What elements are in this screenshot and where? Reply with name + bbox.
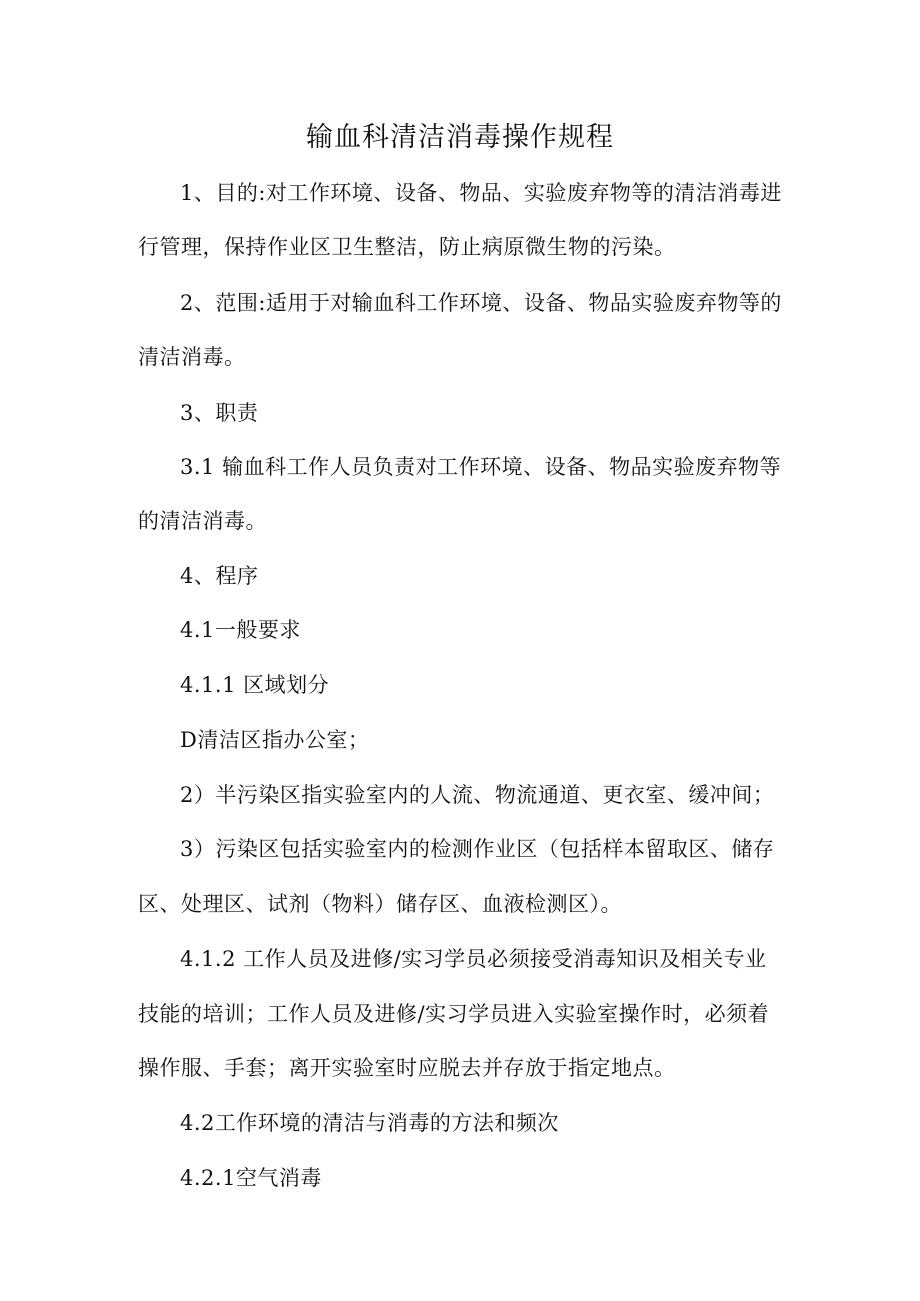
text-line: 3、职责 (180, 401, 259, 425)
text-line: 技能的培训；工作人员及进修/实习学员进入实验室操作时，必须着 (138, 1002, 770, 1026)
text-line: 操作服、手套；离开实验室时应脱去并存放于指定地点。 (138, 1056, 676, 1080)
text-line: 3）污染区包括实验室内的检测作业区（包括样本留取区、储存 (180, 837, 775, 861)
text-line: 4、程序 (180, 564, 259, 588)
text-line: 2）半污染区指实验室内的人流、物流通道、更衣室、缓冲间； (180, 783, 775, 807)
text-line: 区、处理区、试剂（物料）储存区、血液检测区）。 (138, 892, 622, 916)
text-line: 4.1.2 工作人员及进修/实习学员必须接受消毒知识及相关专业 (180, 947, 767, 971)
text-line: D清洁区指办公室； (180, 728, 370, 752)
text-line: 4.1.1 区域划分 (180, 673, 330, 697)
text-line: 3.1 输血科工作人员负责对工作环境、设备、物品实验废弃物等 (180, 455, 782, 479)
text-line: 的清洁消毒。 (138, 509, 267, 533)
text-line: 4.2.1空气消毒 (180, 1166, 322, 1190)
text-line: 1、目的:对工作环境、设备、物品、实验废弃物等的清洁消毒进 (180, 181, 782, 205)
text-line: 4.2工作环境的清洁与消毒的方法和频次 (180, 1111, 559, 1135)
document-title: 输血科清洁消毒操作规程 (306, 122, 614, 153)
text-line: 4.1一般要求 (180, 618, 301, 642)
text-line: 清洁消毒。 (138, 345, 246, 369)
text-line: 行管理，保持作业区卫生整洁，防止病原微生物的污染。 (138, 235, 676, 259)
text-line: 2、范围:适用于对输血科工作环境、设备、物品实验废弃物等的 (180, 291, 782, 315)
